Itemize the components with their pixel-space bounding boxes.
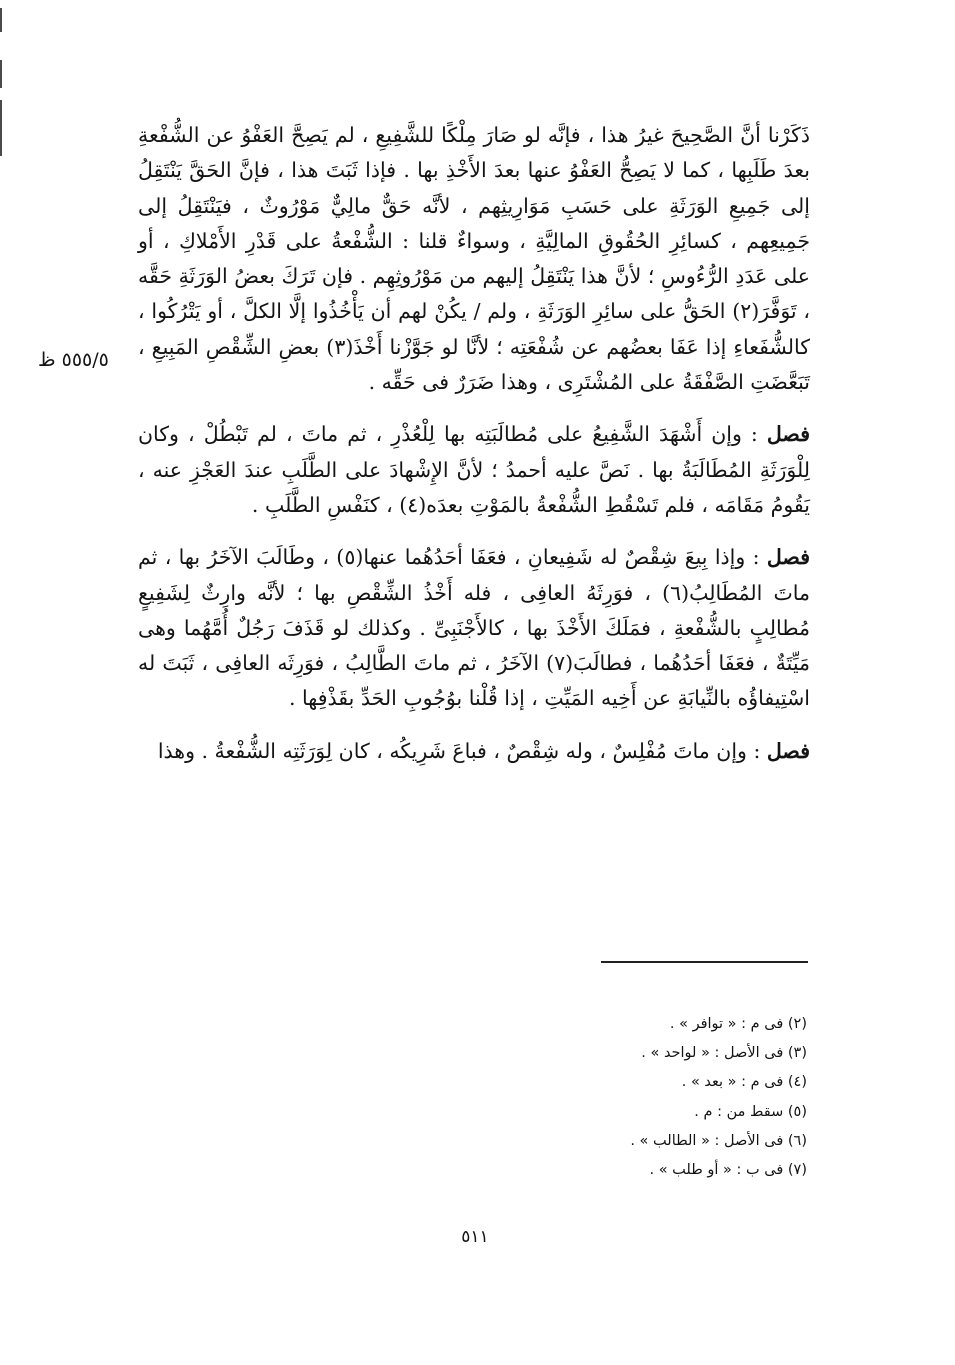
section-heading: فصل — [766, 738, 810, 763]
margin-page-reference: ٥٥٥/٥ ظ — [38, 349, 109, 371]
section-heading: فصل — [766, 545, 810, 570]
scan-edge-mark-top — [0, 8, 2, 32]
paragraph-text: : وإذا بِيعَ شِقْصٌ له شَفِيعانِ ، فعَفَا أحَدُهُما عنها(٥) ، وطَالَبَ الآخَرُ بها ، ثم ماتَ المُطَالِبُ(٦) ، فوَرِثَهُ العافِى ، فله أَخْذُ الشِّقْصِ بها ؛ لأنَّه وارِثٌ لِشَفِيعٍ مُطالِبٍ بالشُّفْعةِ ، فمَلَكَ الأَخْذَ بها ، كالأَجْنَبِىِّ . وكذلك لو قَذَفَ رَجُلٌ أُمَّهُما وهى مَيِّتَةٌ ، فعَفَا أحَدُهُما ، فطالَبَ(٧) الآخَرُ ، ثم ماتَ الطَّالِبُ ، فوَرِثَه العافِى ، ثَبَتَ له اسْتِيفاؤُه بالنِّيابَةِ عن أَخِيه المَيِّتِ ، إذا قُلْنا بوُجُوبِ الحَدِّ بقَذْفِها . — [138, 545, 810, 711]
footnote-3: (٣) فى الأصل : « لواحد » . — [641, 1045, 807, 1062]
paragraph-1 — [138, 118, 810, 400]
paragraph-4 — [138, 734, 810, 769]
paragraph-2 — [138, 417, 810, 523]
paragraph-3 — [138, 540, 810, 716]
section-heading: فصل — [766, 422, 810, 447]
paragraph-text: : وإن أَشْهَدَ الشَّفِيعُ على مُطالَبَتِه بها لِلْعُذْرِ ، ثم ماتَ ، لم تَبْطُلْ ، وكان لِلْوَرَثَةِ المُطَالَبَةُ بها . نَصَّ عليه أحمدُ ؛ لأنَّ الإِشْهادَ على الطَّلَبِ عندَ العَجْزِ عنه ، يَقُومُ مَقَامَه ، فلم تَسْقُطِ الشُّفْعةُ بالمَوْتِ بعدَه(٤) ، كنَفْسِ الطَّلَبِ . — [138, 422, 810, 517]
paragraph-text: ذَكَرْنا أنَّ الصَّحِيحَ غيرُ هذا ، فإنَّه لو صَارَ مِلْكًا للشَّفِيعِ ، لم يَصِحَّ العَفْوُ عن الشُّفْعةِ بعدَ طَلَبِها ، كما لا يَصِحُّ العَفْوُ عنها بعدَ الأَخْذِ بها . فإذا ثَبَتَ هذا ، فإنَّ الحَقَّ يَنْتَقِلُ إلى جَمِيعِ الوَرَثَةِ على حَسَبِ مَوَارِيثِهم ، لأنَّه حَقٌّ مالِيٌّ مَوْرُوثٌ ، فيَنْتَقِلُ إلى جَمِيعِهم ، كسائِرِ الحُقُوقِ المالِيَّةِ ، وسواءٌ قلنا : الشُّفْعةُ على قَدْرِ الأَمْلاكِ ، أو على عَدَدِ الرُّءُوسِ ؛ لأنَّ هذا يَنْتَقِلُ إليهم من مَوْرُوثِهِم . فإن تَرَكَ بعضُ الوَرَثَةِ حَقَّه ، تَوَفَّرَ(٢) الحَقُّ على سائِرِ الوَرَثَةِ ، ولم / يكُنْ لهم أن يَأْخُذُوا إلَّا الكلَّ ، أو يَتْرُكُوا ، كالشُّفَعاءِ إذا عَفَا بعضُهم عن شُفْعَتِه ؛ لأنَّا لو جَوَّزْنا أَخْذَ(٣) بعضِ الشِّقْصِ المَبِيعِ ، تَبَعَّضَتِ الصَّفْقَةُ على المُشْتَرِى ، وهذا ضَرَرٌ فى حَقِّه . — [138, 123, 811, 395]
main-text — [138, 118, 810, 769]
scan-edge-mark-lower — [0, 100, 2, 156]
footnote-5: (٥) سقط من : م . — [694, 1103, 807, 1120]
footnotes — [447, 1010, 807, 1185]
page-number: ٥١١ — [461, 1227, 489, 1247]
footnote-divider — [601, 961, 808, 963]
paragraph-text: : وإن ماتَ مُفْلِسٌ ، وله شِقْصٌ ، فباعَ شَرِيكُه ، كان لِوَرَثَتِه الشُّفْعةُ . وهذا — [157, 738, 767, 763]
footnote-4: (٤) فى م : « بعد » . — [681, 1074, 807, 1091]
footnote-2: (٢) فى م : « توافر » . — [669, 1016, 807, 1032]
footnote-7: (٧) فى ب : « أو طلب » . — [649, 1162, 807, 1179]
scan-edge-mark-middle — [0, 60, 2, 88]
footnote-6: (٦) فى الأصل : « الطالب » . — [630, 1132, 807, 1149]
